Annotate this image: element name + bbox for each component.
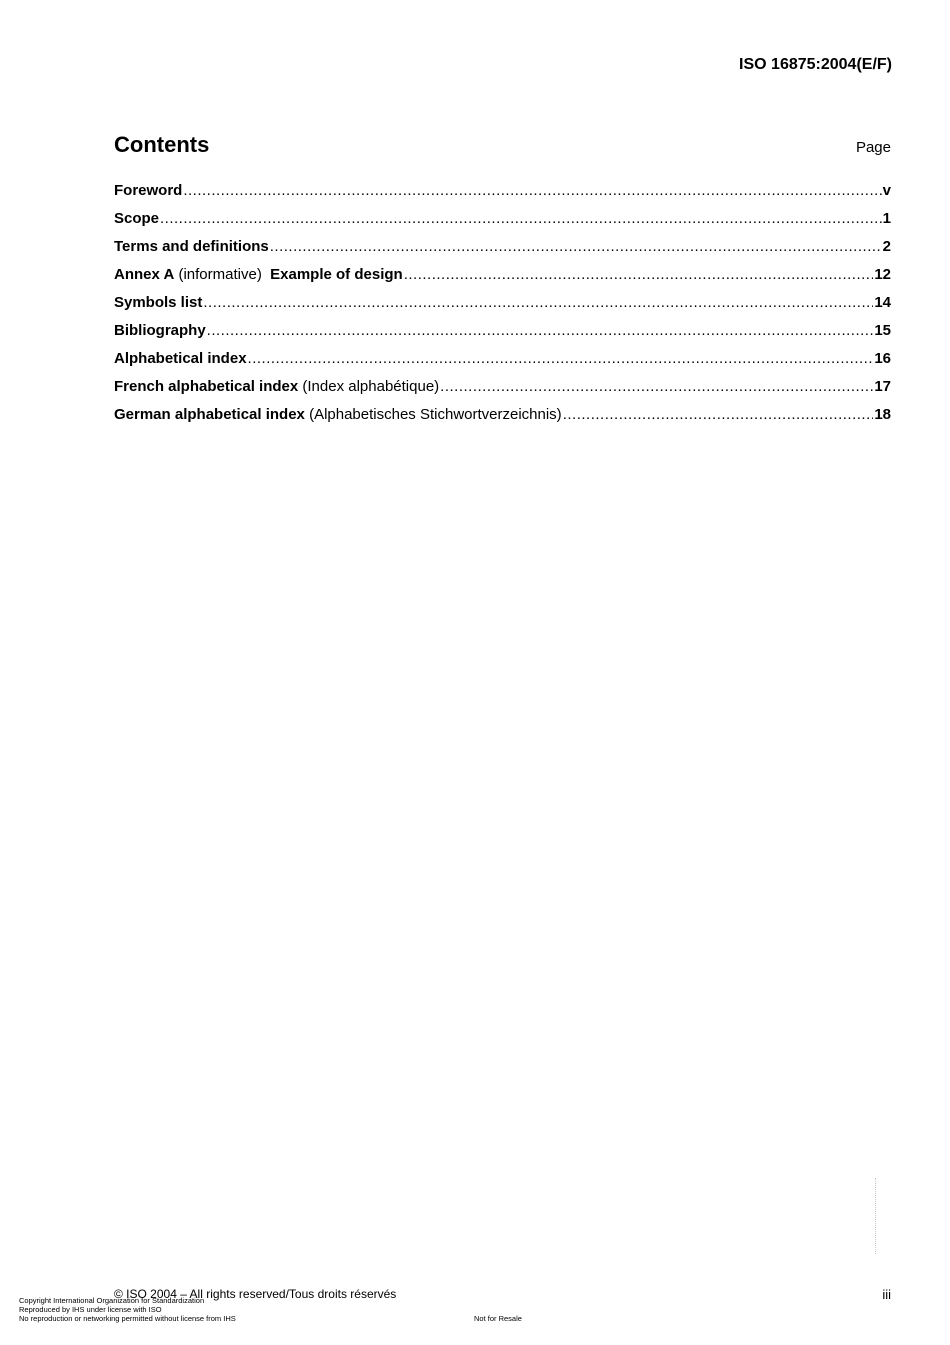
toc-entry-subtitle: (Index alphabétique) xyxy=(298,378,440,395)
toc-entry-foreword[interactable] xyxy=(114,181,891,209)
toc-entry-title: German alphabetical index xyxy=(114,406,305,423)
dot-leader xyxy=(563,405,874,425)
toc-entry-title: Terms and definitions xyxy=(114,238,269,255)
toc-entry-title: Bibliography xyxy=(114,322,206,339)
license-line: No reproduction or networking permitted without license from IHS xyxy=(19,1314,236,1323)
dot-leader xyxy=(270,237,882,257)
toc-entry-title: Annex A xyxy=(114,266,175,283)
toc-entry-page: 12 xyxy=(874,266,891,283)
toc-entry-page: 15 xyxy=(874,322,891,339)
toc-entry-terms-and-definitions[interactable] xyxy=(114,237,891,265)
toc-entry-page: 16 xyxy=(874,350,891,367)
toc-entry-title-extra: Example of design xyxy=(270,266,403,283)
document-id: ISO 16875:2004(E/F) xyxy=(739,56,892,73)
toc-entry-page: 17 xyxy=(874,378,891,395)
toc-entry-title: French alphabetical index xyxy=(114,378,299,395)
margin-mark xyxy=(875,1178,878,1254)
toc-entry-title: Foreword xyxy=(114,182,183,199)
toc-entry-page: 1 xyxy=(882,210,891,227)
dot-leader xyxy=(248,349,874,369)
table-of-contents xyxy=(114,181,891,433)
dot-leader xyxy=(404,265,874,285)
footer-page-number: iii xyxy=(882,1287,891,1302)
dot-leader xyxy=(440,377,873,397)
toc-entry-title: Alphabetical index xyxy=(114,350,247,367)
footer-resale-notice: Not for Resale xyxy=(474,1314,522,1323)
toc-entry-page: 14 xyxy=(874,294,891,311)
page-column-label: Page xyxy=(855,139,891,156)
toc-entry-page: v xyxy=(882,182,891,199)
toc-entry-page: 18 xyxy=(874,406,891,423)
toc-entry-symbols-list[interactable] xyxy=(114,293,891,321)
toc-entry-alphabetical-index[interactable] xyxy=(114,349,891,377)
dot-leader xyxy=(203,293,873,313)
toc-entry-annex-a[interactable] xyxy=(114,265,891,293)
dot-leader xyxy=(207,321,874,341)
dot-leader xyxy=(160,209,882,229)
toc-entry-title: Scope xyxy=(114,210,160,227)
toc-entry-subtitle: (informative) xyxy=(174,266,271,283)
contents-title: Contents xyxy=(114,132,210,157)
license-line: Reproduced by IHS under license with ISO xyxy=(19,1305,162,1314)
toc-entry-title: Symbols list xyxy=(114,294,203,311)
toc-entry-german-alphabetical-index[interactable] xyxy=(114,405,891,433)
toc-entry-french-alphabetical-index[interactable] xyxy=(114,377,891,405)
footer-copyright: © ISO 2004 – All rights reserved/Tous droits réservés xyxy=(114,1287,397,1301)
toc-entry-page: 2 xyxy=(882,238,891,255)
footer-license-notice xyxy=(19,1296,236,1323)
toc-entry-bibliography[interactable] xyxy=(114,321,891,349)
dot-leader xyxy=(183,181,881,201)
license-line: Copyright International Organization for Standardization xyxy=(19,1296,205,1305)
toc-entry-scope[interactable] xyxy=(114,209,891,237)
toc-entry-subtitle: (Alphabetisches Stichwortverzeichnis) xyxy=(304,406,562,423)
